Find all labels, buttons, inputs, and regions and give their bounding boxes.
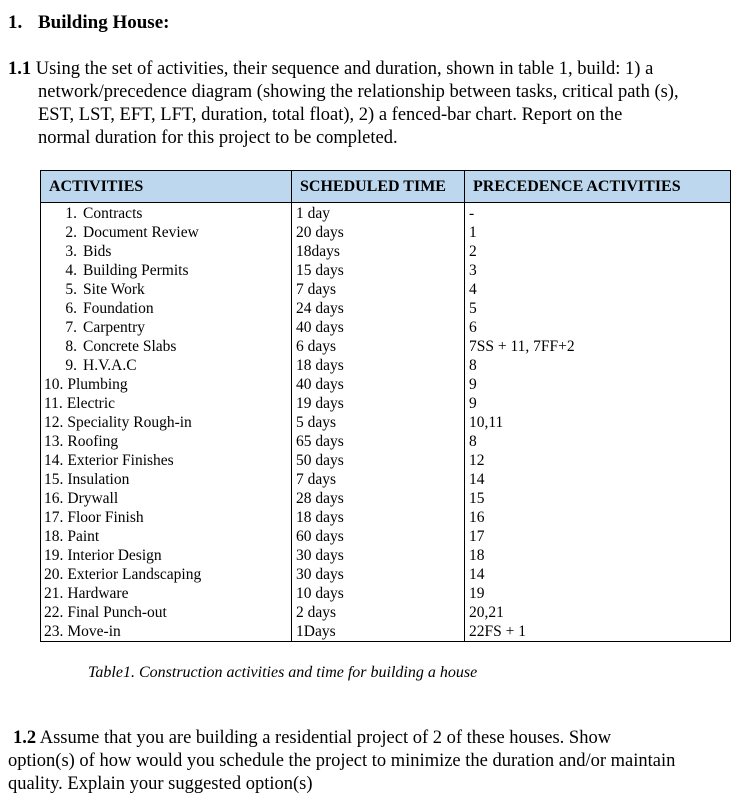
scheduled-time-cell: 2 days bbox=[292, 603, 465, 622]
activity-cell bbox=[41, 413, 292, 432]
question-1-1-line: normal duration for this project to be completed. bbox=[38, 128, 398, 148]
activity-cell bbox=[41, 337, 292, 356]
activity-cell bbox=[41, 508, 292, 527]
precedence-cell: 18 bbox=[465, 546, 731, 565]
activity-number: 21. bbox=[44, 585, 64, 602]
activity-name: Building Permits bbox=[83, 262, 189, 279]
table-row bbox=[41, 223, 731, 242]
scheduled-time-cell: 15 days bbox=[292, 261, 465, 280]
activity-number: 6. bbox=[65, 300, 77, 317]
precedence-cell: 1 bbox=[465, 223, 731, 242]
scheduled-time-cell: 60 days bbox=[292, 527, 465, 546]
header-precedence: PRECEDENCE ACTIVITIES bbox=[465, 171, 731, 203]
scheduled-time-cell: 7 days bbox=[292, 470, 465, 489]
activity-cell bbox=[41, 242, 292, 261]
activity-number: 13. bbox=[44, 433, 64, 450]
precedence-cell: - bbox=[465, 203, 731, 224]
scheduled-time-cell: 7 days bbox=[292, 280, 465, 299]
scheduled-time-cell: 28 days bbox=[292, 489, 465, 508]
activity-number: 20. bbox=[44, 566, 64, 583]
activity-number: 1. bbox=[65, 205, 77, 222]
activity-number: 10. bbox=[44, 376, 64, 393]
activity-number: 7. bbox=[65, 319, 77, 336]
table-row bbox=[41, 261, 731, 280]
activity-name: Contracts bbox=[83, 205, 143, 222]
activity-cell bbox=[41, 603, 292, 622]
activity-name: Concrete Slabs bbox=[83, 338, 177, 355]
precedence-cell: 14 bbox=[465, 565, 731, 584]
activity-name: Interior Design bbox=[67, 547, 162, 564]
activity-number: 17. bbox=[44, 509, 64, 526]
scheduled-time-cell: 50 days bbox=[292, 451, 465, 470]
activity-cell bbox=[41, 527, 292, 546]
section-heading bbox=[8, 12, 169, 34]
section-title: Building House: bbox=[38, 12, 170, 33]
table-row bbox=[41, 584, 731, 603]
scheduled-time-cell: 10 days bbox=[292, 584, 465, 603]
activity-cell bbox=[41, 394, 292, 413]
activity-name: Hardware bbox=[67, 585, 129, 602]
table-row bbox=[41, 622, 731, 642]
precedence-cell: 9 bbox=[465, 394, 731, 413]
header-scheduled-time: SCHEDULED TIME bbox=[292, 171, 465, 203]
table-row bbox=[41, 413, 731, 432]
activity-name: Electric bbox=[66, 395, 116, 412]
activity-cell bbox=[41, 299, 292, 318]
activity-cell bbox=[41, 432, 292, 451]
activity-number: 2. bbox=[65, 224, 77, 241]
activity-cell bbox=[41, 261, 292, 280]
question-1-2-line: option(s) of how would you schedule the project to minimize the duration and/or maintain bbox=[8, 751, 676, 771]
table-row bbox=[41, 337, 731, 356]
activity-number: 11. bbox=[44, 395, 63, 412]
activity-name: Plumbing bbox=[67, 376, 128, 393]
scheduled-time-cell: 18 days bbox=[292, 356, 465, 375]
activity-number: 23. bbox=[44, 623, 64, 640]
activity-name: Paint bbox=[67, 528, 100, 545]
scheduled-time-cell: 18 days bbox=[292, 508, 465, 527]
scheduled-time-cell: 1Days bbox=[292, 622, 465, 642]
scheduled-time-cell: 20 days bbox=[292, 223, 465, 242]
activity-name: Site Work bbox=[83, 281, 145, 298]
activity-number: 16. bbox=[44, 490, 64, 507]
scheduled-time-cell: 24 days bbox=[292, 299, 465, 318]
question-1-2-line bbox=[8, 727, 753, 750]
scheduled-time-cell: 6 days bbox=[292, 337, 465, 356]
table-row bbox=[41, 470, 731, 489]
activity-number: 22. bbox=[44, 604, 64, 621]
activity-name: Exterior Finishes bbox=[67, 452, 174, 469]
activity-name: Carpentry bbox=[83, 319, 145, 336]
precedence-cell: 15 bbox=[465, 489, 731, 508]
scheduled-time-cell: 65 days bbox=[292, 432, 465, 451]
activity-name: Move-in bbox=[67, 623, 121, 640]
activity-cell bbox=[41, 223, 292, 242]
scheduled-time-cell: 40 days bbox=[292, 375, 465, 394]
activity-name: Speciality Rough-in bbox=[67, 414, 192, 431]
table-row bbox=[41, 318, 731, 337]
table-row bbox=[41, 451, 731, 470]
question-1-1-line bbox=[8, 58, 743, 81]
question-text: Assume that you are building a residential project of 2 of these houses. Show bbox=[39, 728, 612, 748]
activity-number: 12. bbox=[44, 414, 64, 431]
activity-cell bbox=[41, 280, 292, 299]
header-activities: ACTIVITIES bbox=[41, 171, 292, 203]
precedence-cell: 5 bbox=[465, 299, 731, 318]
table-header-row bbox=[41, 171, 731, 203]
activity-number: 9. bbox=[65, 357, 77, 374]
activity-name: Final Punch-out bbox=[67, 604, 167, 621]
activity-name: Roofing bbox=[67, 433, 119, 450]
section-number: 1. bbox=[8, 12, 23, 33]
table-row bbox=[41, 242, 731, 261]
activity-name: Foundation bbox=[83, 300, 154, 317]
activity-name: Bids bbox=[83, 243, 112, 260]
activity-number: 18. bbox=[44, 528, 64, 545]
scheduled-time-cell: 1 day bbox=[292, 203, 465, 224]
table-row bbox=[41, 375, 731, 394]
table-row bbox=[41, 546, 731, 565]
question-1-2-line: quality. Explain your suggested option(s) bbox=[8, 774, 313, 794]
question-1-2 bbox=[8, 727, 753, 796]
table-row bbox=[41, 356, 731, 375]
activity-cell bbox=[41, 546, 292, 565]
activity-number: 4. bbox=[65, 262, 77, 279]
activity-cell bbox=[41, 356, 292, 375]
scheduled-time-cell: 5 days bbox=[292, 413, 465, 432]
precedence-cell: 6 bbox=[465, 318, 731, 337]
table-row bbox=[41, 603, 731, 622]
activity-number: 8. bbox=[65, 338, 77, 355]
precedence-cell: 19 bbox=[465, 584, 731, 603]
activity-cell bbox=[41, 203, 292, 224]
activity-name: Floor Finish bbox=[67, 509, 144, 526]
precedence-cell: 10,11 bbox=[465, 413, 731, 432]
activity-name: H.V.A.C bbox=[83, 357, 137, 374]
activity-name: Document Review bbox=[83, 224, 199, 241]
scheduled-time-cell: 30 days bbox=[292, 546, 465, 565]
activity-cell bbox=[41, 565, 292, 584]
precedence-cell: 12 bbox=[465, 451, 731, 470]
table-row bbox=[41, 432, 731, 451]
activities-table bbox=[40, 170, 731, 642]
activity-cell bbox=[41, 375, 292, 394]
precedence-cell: 14 bbox=[465, 470, 731, 489]
scheduled-time-cell: 18days bbox=[292, 242, 465, 261]
activity-cell bbox=[41, 318, 292, 337]
question-1-1 bbox=[8, 58, 743, 150]
activity-number: 19. bbox=[44, 547, 64, 564]
precedence-cell: 16 bbox=[465, 508, 731, 527]
table-caption: Table1. Construction activities and time for building a house bbox=[88, 664, 478, 681]
table-row bbox=[41, 203, 731, 224]
precedence-cell: 4 bbox=[465, 280, 731, 299]
activity-cell bbox=[41, 451, 292, 470]
activity-cell bbox=[41, 584, 292, 603]
question-1-1-line: network/precedence diagram (showing the relationship between tasks, critical path (s), bbox=[38, 82, 679, 102]
table-row bbox=[41, 508, 731, 527]
question-text: Using the set of activities, their sequence and duration, shown in table 1, build: 1) a bbox=[35, 59, 654, 79]
activity-name: Exterior Landscaping bbox=[67, 566, 202, 583]
activity-cell bbox=[41, 489, 292, 508]
precedence-cell: 22FS + 1 bbox=[465, 622, 731, 642]
scheduled-time-cell: 19 days bbox=[292, 394, 465, 413]
question-number: 1.2 bbox=[13, 728, 37, 748]
table-row bbox=[41, 299, 731, 318]
activity-number: 15. bbox=[44, 471, 64, 488]
precedence-cell: 9 bbox=[465, 375, 731, 394]
scheduled-time-cell: 30 days bbox=[292, 565, 465, 584]
activity-number: 3. bbox=[65, 243, 77, 260]
activity-cell bbox=[41, 470, 292, 489]
activity-number: 14. bbox=[44, 452, 64, 469]
question-number: 1.1 bbox=[8, 59, 32, 79]
precedence-cell: 7SS + 11, 7FF+2 bbox=[465, 337, 731, 356]
activity-name: Drywall bbox=[67, 490, 119, 507]
precedence-cell: 17 bbox=[465, 527, 731, 546]
activity-number: 5. bbox=[65, 281, 77, 298]
precedence-cell: 2 bbox=[465, 242, 731, 261]
table-row bbox=[41, 527, 731, 546]
precedence-cell: 20,21 bbox=[465, 603, 731, 622]
table-row bbox=[41, 280, 731, 299]
precedence-cell: 3 bbox=[465, 261, 731, 280]
precedence-cell: 8 bbox=[465, 432, 731, 451]
scheduled-time-cell: 40 days bbox=[292, 318, 465, 337]
table-row bbox=[41, 394, 731, 413]
precedence-cell: 8 bbox=[465, 356, 731, 375]
activity-name: Insulation bbox=[67, 471, 130, 488]
question-1-1-line: EST, LST, EFT, LFT, duration, total float), 2) a fenced-bar chart. Report on the bbox=[38, 105, 623, 125]
activity-cell bbox=[41, 622, 292, 642]
table-row bbox=[41, 489, 731, 508]
table-row bbox=[41, 565, 731, 584]
